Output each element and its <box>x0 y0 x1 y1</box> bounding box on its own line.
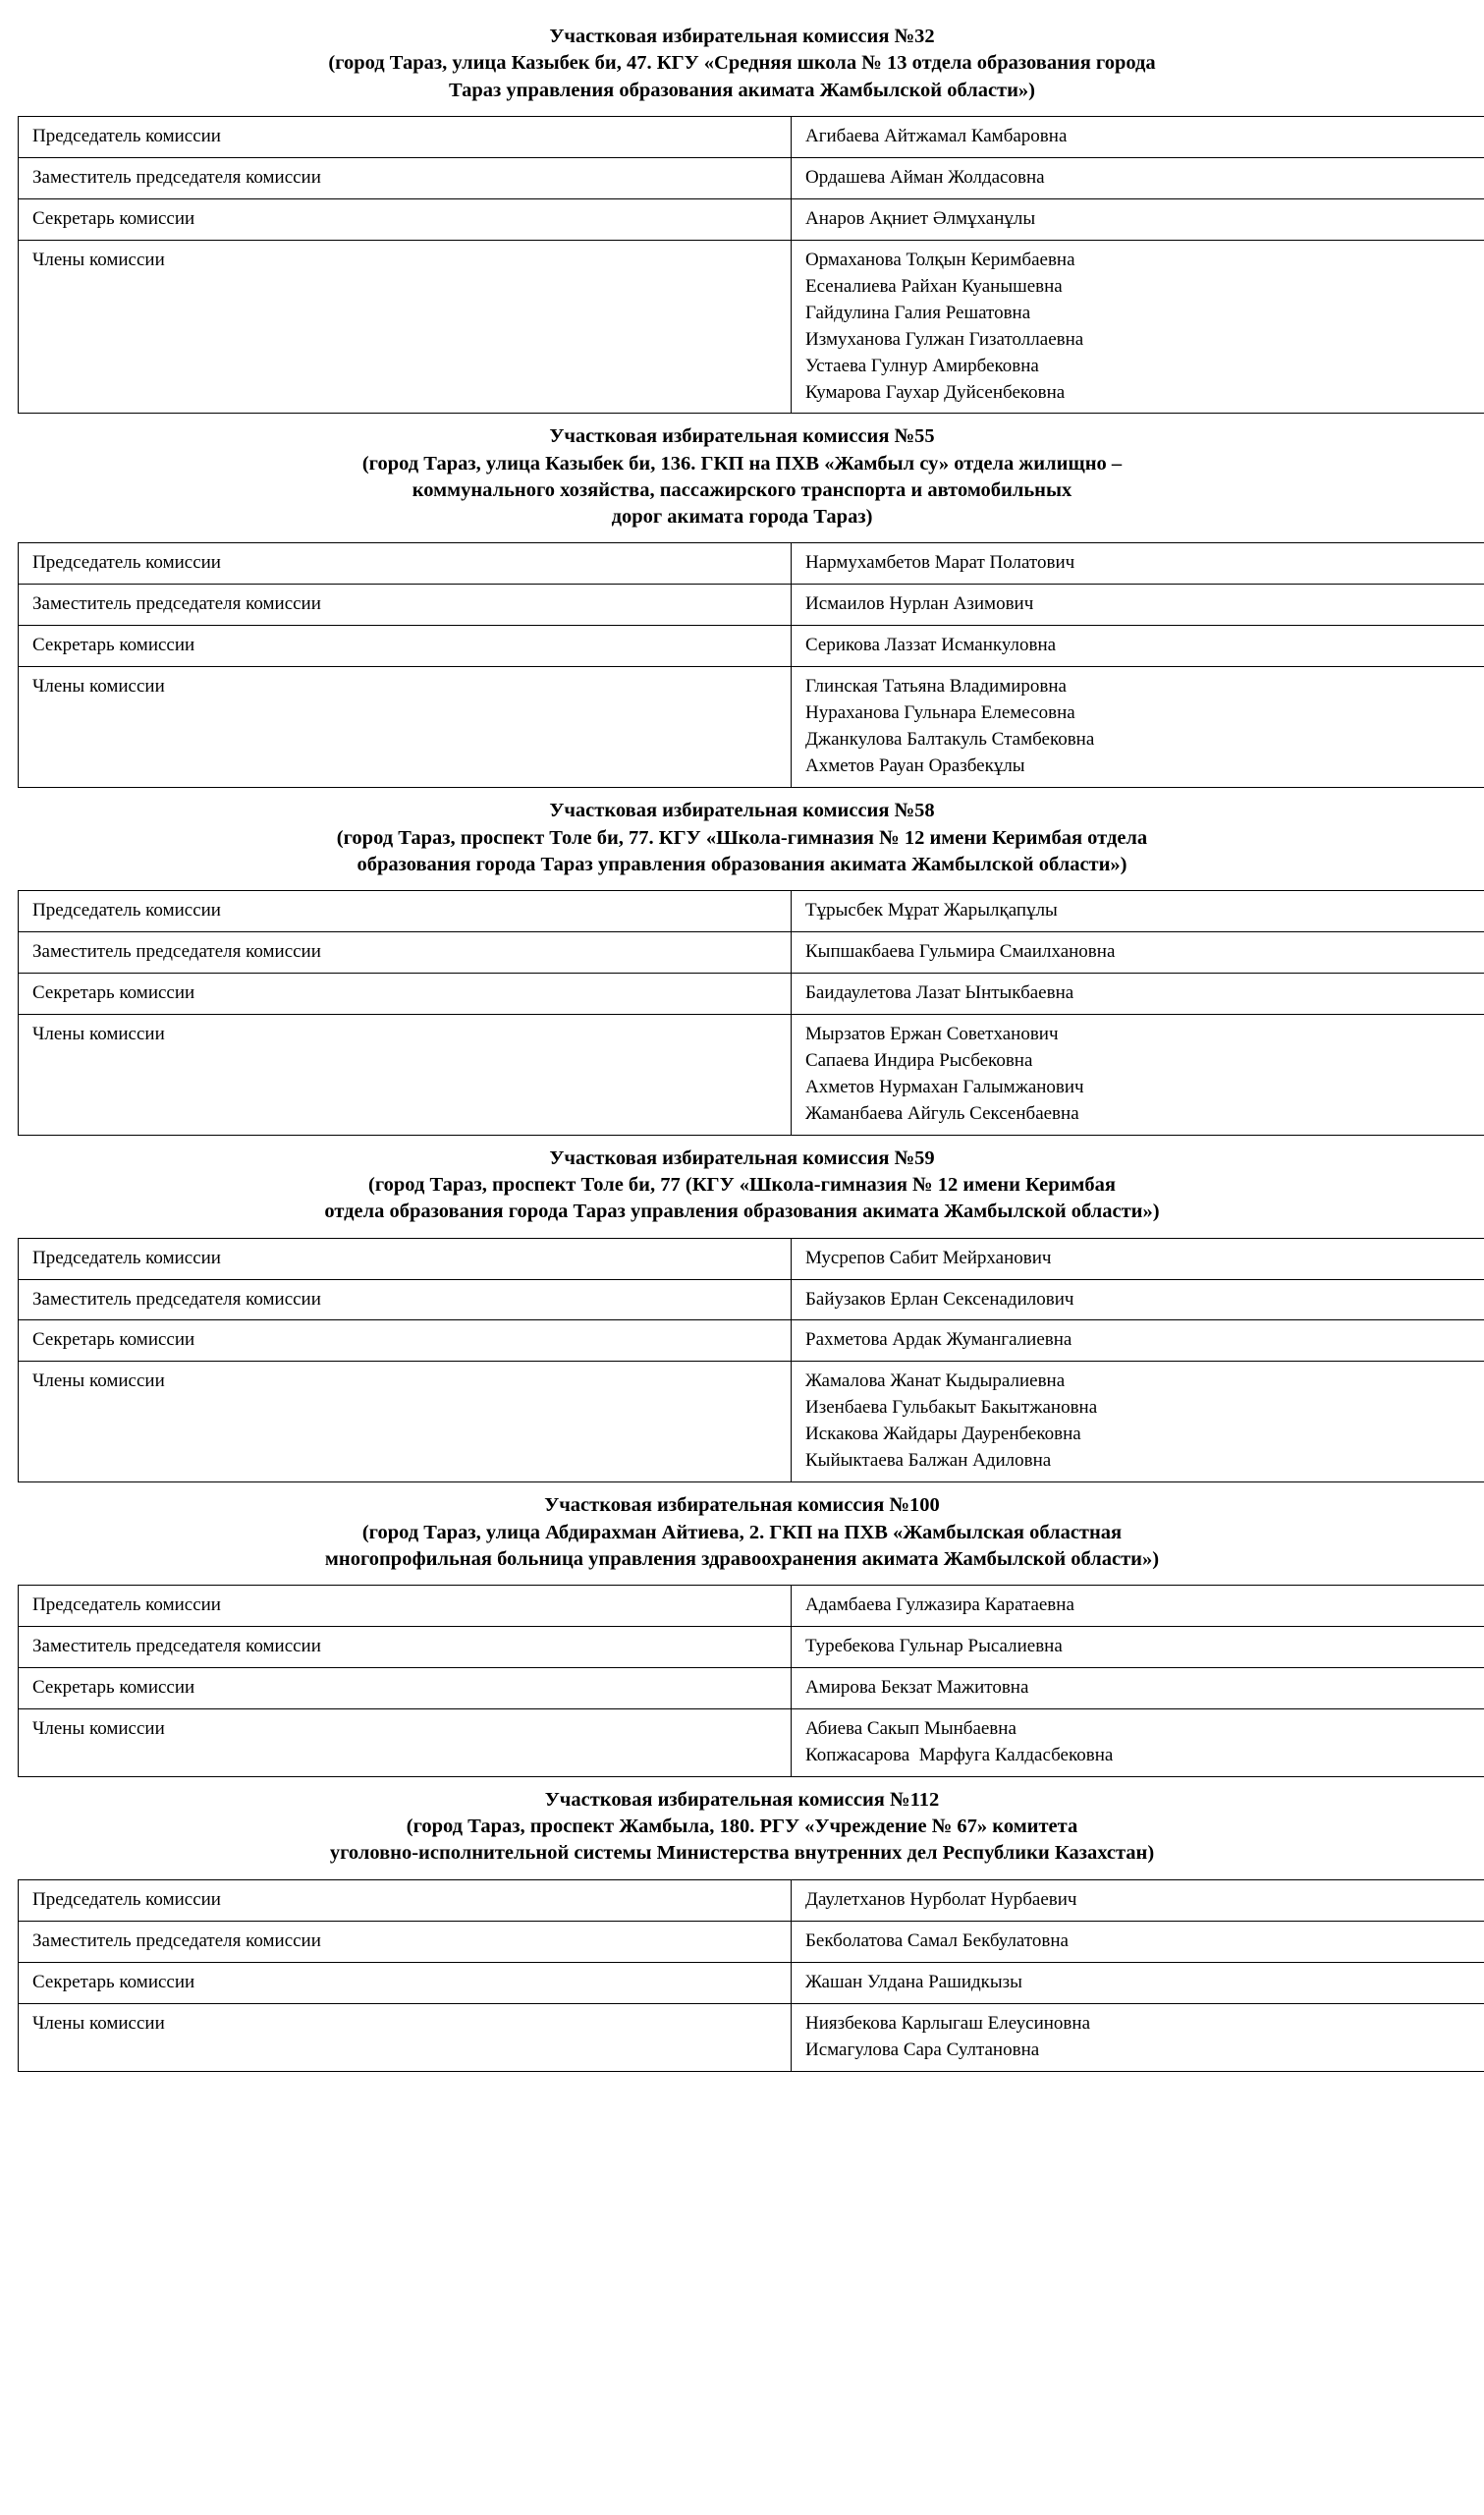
table-row <box>19 1879 1484 1921</box>
commission-table <box>18 1879 1484 2072</box>
commission-heading-line: (город Тараз, улица Абдирахман Айтиева, 2. ГКП на ПХВ «Жамбылская областная <box>361 1521 1123 1543</box>
role-cell: Члены комиссии <box>19 1362 792 1482</box>
role-cell: Заместитель председателя комиссии <box>19 1279 792 1320</box>
person-name: Мусрепов Сабит Мейрханович <box>805 1247 1052 1268</box>
commission-block <box>18 1136 1466 1483</box>
commission-heading-line: Тараз управления образования акимата Жамбылской области») <box>448 79 1035 101</box>
commission-table <box>18 890 1484 1136</box>
table-row <box>19 1708 1484 1776</box>
people-cell <box>792 2003 1484 2071</box>
table-row <box>19 116 1484 157</box>
table-row <box>19 1627 1484 1668</box>
role-cell: Члены комиссии <box>19 1708 792 1776</box>
commission-table <box>18 1238 1484 1483</box>
people-cell <box>792 1279 1484 1320</box>
person-name: Исмагулова Сара Султановна <box>805 2039 1040 2060</box>
commission-table <box>18 1585 1484 1777</box>
role-cell: Заместитель председателя комиссии <box>19 1921 792 1962</box>
people-cell <box>792 240 1484 414</box>
role-cell: Члены комиссии <box>19 2003 792 2071</box>
person-name: Гайдулина Галия Решатовна <box>805 302 1031 323</box>
role-cell: Заместитель председателя комиссии <box>19 157 792 198</box>
table-row <box>19 1320 1484 1362</box>
people-cell <box>792 1627 1484 1668</box>
commission-heading <box>60 414 1425 542</box>
commission-heading-line: Участковая избирательная комиссия №58 <box>549 800 935 822</box>
table-row <box>19 543 1484 585</box>
person-name: Искакова Жайдары Дауренбековна <box>805 1424 1081 1445</box>
table-row <box>19 1238 1484 1279</box>
commission-heading-line: отдела образования города Тараз управления образования акимата Жамбылской области») <box>324 1201 1160 1223</box>
commission-heading-line: Участковая избирательная комиссия №59 <box>549 1146 935 1169</box>
commission-block <box>18 1777 1466 2072</box>
commission-heading-line: (город Тараз, улица Казыбек би, 136. ГКП на ПХВ «Жамбыл су» отдела жилищно – <box>361 452 1123 475</box>
commission-block <box>18 414 1466 788</box>
commission-heading-line: Участковая избирательная комиссия №112 <box>544 1788 940 1811</box>
person-name: Кыпшакбаева Гульмира Смаилхановна <box>805 940 1116 962</box>
commission-heading-line: коммунального хозяйства, пассажирского транспорта и автомобильных <box>412 478 1072 501</box>
commission-block <box>18 1482 1466 1777</box>
commission-heading-line: дорог акимата города Тараз) <box>611 506 873 529</box>
role-cell: Секретарь комиссии <box>19 1320 792 1362</box>
commission-heading-line: (город Тараз, проспект Толе би, 77 (КГУ «Школа-гимназия № 12 имени Керимбая <box>368 1174 1116 1197</box>
people-cell <box>792 1362 1484 1482</box>
table-row <box>19 585 1484 626</box>
people-cell <box>792 626 1484 667</box>
person-name: Серикова Лаззат Исманкуловна <box>805 635 1057 656</box>
person-name: Нармухамбетов Марат Полатович <box>805 552 1075 574</box>
person-name: Ниязбекова Карлыгаш Елеусиновна <box>805 2012 1091 2034</box>
people-cell <box>792 1238 1484 1279</box>
table-row <box>19 891 1484 932</box>
commission-table <box>18 116 1484 415</box>
people-cell <box>792 1879 1484 1921</box>
person-name: Глинская Татьяна Владимировна <box>805 676 1067 698</box>
role-cell: Секретарь комиссии <box>19 973 792 1014</box>
role-cell: Заместитель председателя комиссии <box>19 931 792 973</box>
commission-heading <box>60 1136 1425 1238</box>
table-row <box>19 198 1484 240</box>
commission-heading-line: Участковая избирательная комиссия №32 <box>549 26 935 47</box>
role-cell: Члены комиссии <box>19 1014 792 1135</box>
person-name: Абиева Сакып Мынбаевна <box>805 1717 1017 1739</box>
person-name: Устаева Гулнур Амирбековна <box>805 355 1039 376</box>
people-cell <box>792 891 1484 932</box>
commission-heading-line: (город Тараз, улица Казыбек би, 47. КГУ «Средняя школа № 13 отдела образования города <box>328 52 1156 75</box>
person-name: Кумарова Гаухар Дуйсенбековна <box>805 381 1066 403</box>
people-cell <box>792 667 1484 788</box>
person-name: Даулетханов Нурболат Нурбаевич <box>805 1888 1077 1910</box>
person-name: Баидаулетова Лазат Ынтыкбаевна <box>805 981 1074 1003</box>
role-cell: Заместитель председателя комиссии <box>19 585 792 626</box>
role-cell: Председатель комиссии <box>19 543 792 585</box>
commission-heading <box>60 1777 1425 1879</box>
person-name: Ахметов Рауан Оразбекұлы <box>805 755 1025 777</box>
role-cell: Члены комиссии <box>19 667 792 788</box>
person-name: Нураханова Гульнара Елемесовна <box>805 702 1075 724</box>
table-row <box>19 1668 1484 1709</box>
person-name: Ахметов Нурмахан Галымжанович <box>805 1076 1084 1097</box>
people-cell <box>792 931 1484 973</box>
person-name: Ормаханова Толқын Керимбаевна <box>805 249 1075 270</box>
person-name: Жашан Улдана Рашидкызы <box>805 1971 1022 1992</box>
person-name: Бекболатова Самал Бекбулатовна <box>805 1929 1069 1951</box>
people-cell <box>792 1586 1484 1627</box>
role-cell: Секретарь комиссии <box>19 198 792 240</box>
person-name: Адамбаева Гулжазира Каратаевна <box>805 1594 1074 1616</box>
people-cell <box>792 1921 1484 1962</box>
people-cell <box>792 1320 1484 1362</box>
role-cell: Секретарь комиссии <box>19 1962 792 2003</box>
person-name: Джанкулова Балтакуль Стамбековна <box>805 729 1095 751</box>
commission-list <box>18 14 1466 2072</box>
table-row <box>19 1586 1484 1627</box>
people-cell <box>792 157 1484 198</box>
commission-heading-line: (город Тараз, проспект Толе би, 77. КГУ «Школа-гимназия № 12 имени Керимбая отдела <box>336 826 1148 849</box>
person-name: Копжасарова Марфуга Калдасбековна <box>805 1744 1114 1765</box>
person-name: Тұрысбек Мұрат Жарылқапұлы <box>805 900 1058 921</box>
people-cell <box>792 973 1484 1014</box>
person-name: Байузаков Ерлан Сексенадилович <box>805 1288 1074 1310</box>
person-name: Исмаилов Нурлан Азимович <box>805 593 1034 615</box>
table-row <box>19 1362 1484 1482</box>
people-cell <box>792 543 1484 585</box>
person-name: Ордашева Айман Жолдасовна <box>805 166 1045 188</box>
table-row <box>19 931 1484 973</box>
commission-block <box>18 788 1466 1136</box>
table-row <box>19 157 1484 198</box>
people-cell <box>792 1962 1484 2003</box>
table-row <box>19 973 1484 1014</box>
table-row <box>19 1014 1484 1135</box>
commission-heading-line: многопрофильная больница управления здравоохранения акимата Жамбылской области») <box>324 1547 1160 1570</box>
commission-heading-line: Участковая избирательная комиссия №55 <box>549 425 935 448</box>
table-row <box>19 1921 1484 1962</box>
role-cell: Председатель комиссии <box>19 1879 792 1921</box>
commission-heading-line: (город Тараз, проспект Жамбыла, 180. РГУ «Учреждение № 67» комитета <box>406 1816 1078 1838</box>
person-name: Мырзатов Ержан Советханович <box>805 1023 1059 1044</box>
role-cell: Секретарь комиссии <box>19 1668 792 1709</box>
people-cell <box>792 1668 1484 1709</box>
person-name: Амирова Бекзат Мажитовна <box>805 1677 1029 1698</box>
people-cell <box>792 585 1484 626</box>
table-row <box>19 626 1484 667</box>
person-name: Измуханова Гулжан Гизатоллаевна <box>805 328 1084 350</box>
people-cell <box>792 1014 1484 1135</box>
role-cell: Секретарь комиссии <box>19 626 792 667</box>
commission-table <box>18 542 1484 788</box>
person-name: Есеналиева Райхан Куанышевна <box>805 275 1063 297</box>
role-cell: Председатель комиссии <box>19 891 792 932</box>
commission-heading <box>60 1482 1425 1585</box>
commission-heading-line: Участковая избирательная комиссия №100 <box>544 1494 940 1517</box>
table-row <box>19 240 1484 414</box>
commission-heading-line: уголовно-исполнительной системы Министерства внутренних дел Республики Казахстан) <box>329 1842 1155 1865</box>
person-name: Анаров Ақниет Әлмұханұлы <box>805 207 1036 229</box>
role-cell: Председатель комиссии <box>19 1586 792 1627</box>
role-cell: Заместитель председателя комиссии <box>19 1627 792 1668</box>
person-name: Кыйыктаева Балжан Адиловна <box>805 1450 1052 1472</box>
role-cell: Председатель комиссии <box>19 116 792 157</box>
table-row <box>19 667 1484 788</box>
people-cell <box>792 198 1484 240</box>
table-row <box>19 1962 1484 2003</box>
table-row <box>19 1279 1484 1320</box>
role-cell: Члены комиссии <box>19 240 792 414</box>
person-name: Жаманбаева Айгуль Сексенбаевна <box>805 1102 1079 1124</box>
commission-heading <box>60 14 1425 116</box>
people-cell <box>792 116 1484 157</box>
table-row <box>19 2003 1484 2071</box>
person-name: Агибаева Айтжамал Камбаровна <box>805 125 1068 146</box>
person-name: Изенбаева Гульбакыт Бакытжановна <box>805 1397 1098 1419</box>
commission-heading-line: образования города Тараз управления образования акимата Жамбылской области») <box>357 853 1127 875</box>
person-name: Сапаева Индира Рысбековна <box>805 1049 1033 1071</box>
person-name: Жамалова Жанат Кыдыралиевна <box>805 1370 1066 1392</box>
person-name: Рахметова Ардак Жумангалиевна <box>805 1329 1072 1351</box>
commission-block <box>18 14 1466 414</box>
person-name: Туребекова Гульнар Рысалиевна <box>805 1636 1063 1657</box>
people-cell <box>792 1708 1484 1776</box>
role-cell: Председатель комиссии <box>19 1238 792 1279</box>
commission-heading <box>60 788 1425 890</box>
